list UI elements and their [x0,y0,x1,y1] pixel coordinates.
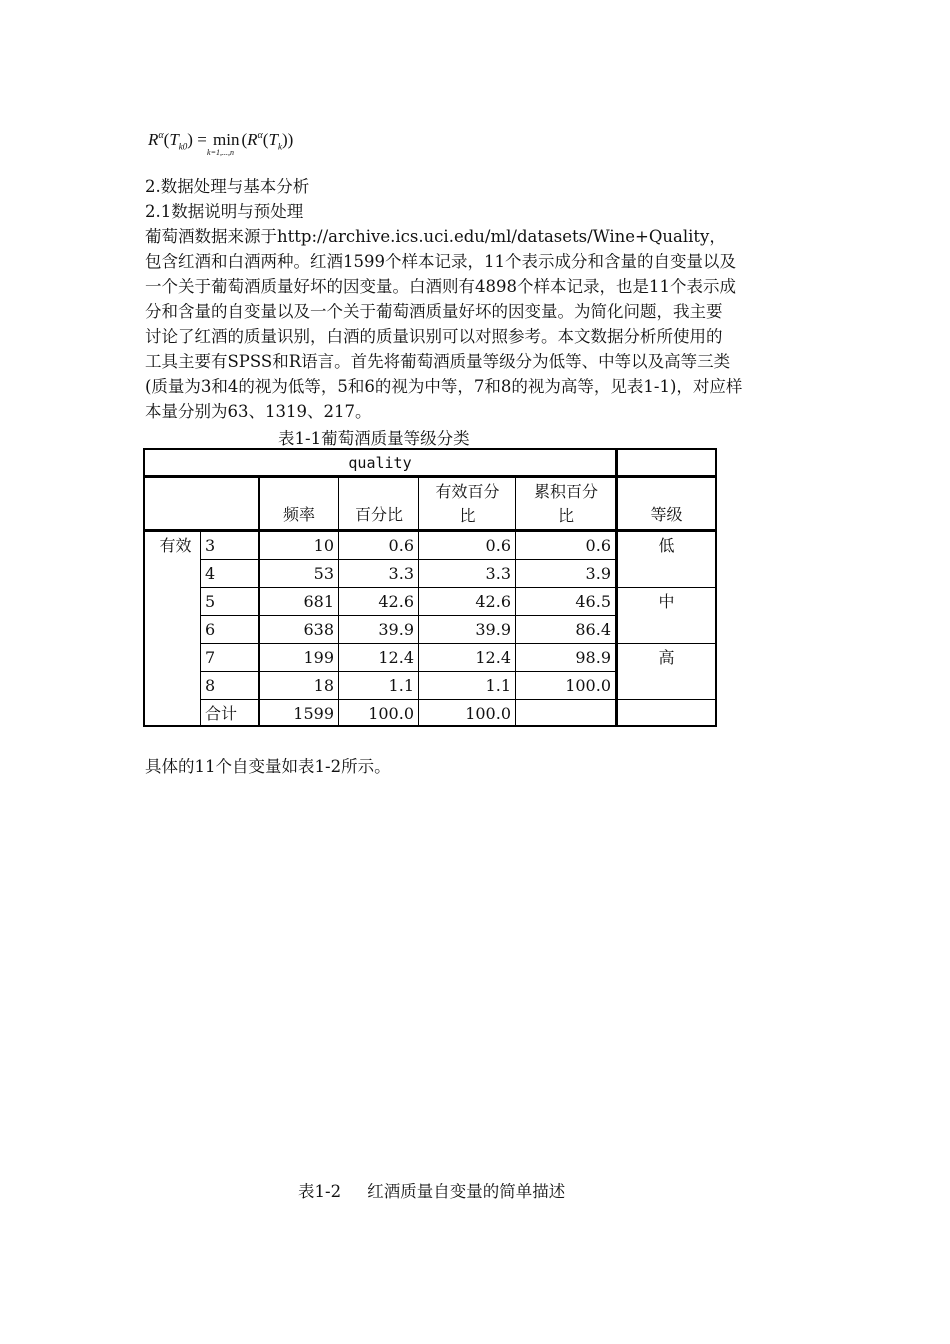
formula-rhs-sub: k [277,141,282,152]
heading-section-2-1: 2.1数据说明与预处理 [145,202,304,221]
header-frequency: 频率 [282,505,315,524]
paragraph-line: 一个关于葡萄酒质量好坏的因变量。白酒则有4898个样本记录，也是11个表示成 [145,277,736,296]
cell-percent: 42.6 [378,591,414,611]
header-valid-percent-line1: 有效百分 [435,481,500,501]
header-cumulative-percent-line2: 比 [557,505,574,525]
cell-grade: 高 [658,647,675,667]
cell-valid-percent: 39.9 [475,619,511,639]
heading-section-2: 2.数据处理与基本分析 [145,177,310,196]
quality-table [143,448,717,727]
cell-cumulative-percent: 100.0 [565,675,611,695]
formula-lhs-var: R [148,130,159,149]
cell-frequency: 10 [313,535,334,555]
cell-valid-percent: 3.3 [485,563,511,583]
cell-valid-percent: 100.0 [465,703,511,723]
cell-percent: 0.6 [388,535,414,555]
cell-frequency: 199 [303,647,334,667]
cell-percent: 100.0 [368,703,414,723]
cell-grade: 低 [658,535,675,555]
formula-lhs-sup: α [158,130,164,141]
paragraph-line: 分和含量的自变量以及一个关于葡萄酒质量好坏的因变量。为简化问题，我主要 [145,302,723,321]
paragraph-line: (质量为3和4的视为低等，5和6的视为中等，7和8的视为高等，见表1-1)，对应样 [145,377,743,396]
header-cumulative-percent [516,478,616,529]
paragraph-line: 葡萄酒数据来源于http://archive.ics.uci.edu/ml/datasets/Wine+Quality， [145,227,726,246]
header-grade: 等级 [650,505,683,524]
cell-frequency: 681 [303,591,334,611]
table-rule [617,699,717,700]
paragraph-line: 讨论了红酒的质量识别，白酒的质量识别可以对照参考。本文数据分析所使用的 [145,327,723,346]
row-label: 6 [205,619,216,639]
header-percent: 百分比 [354,505,403,524]
table-rule [143,448,145,727]
cell-percent: 12.4 [378,647,414,667]
row-label: 5 [205,591,216,611]
paragraph-line: 工具主要有SPSS和R语言。首先将葡萄酒质量等级分为低等、中等以及高等三类 [145,352,731,371]
cell-frequency: 638 [303,619,334,639]
cell-cumulative-percent [516,700,615,727]
body-paragraph [145,224,810,424]
formula: $R^\alpha(T_{k0}) = \min$ k=1,...,n $(R^\alpha(T_k))$ [148,130,294,157]
cell-cumulative-percent: 3.9 [585,563,611,583]
cell-percent: 1.1 [388,675,414,695]
formula-op-limit: k=1,...,n [207,148,234,157]
formula-lhs-sub: k0 [178,141,188,152]
group-label-valid: 有效 [159,535,192,555]
cell-frequency: 53 [313,563,334,583]
row-label: 4 [205,563,216,583]
row-label: 7 [205,647,216,667]
table2-caption: 表1-2 红酒质量自变量的简单描述 [298,1182,566,1201]
formula-min [207,130,240,157]
cell-frequency: 18 [313,675,334,695]
row-label: 3 [205,535,216,555]
table-reference-text: 具体的11个自变量如表1-2所示。 [145,757,391,776]
formula-rhs-sup: α [257,130,263,141]
table1-caption: 表1-1葡萄酒质量等级分类 [278,429,470,448]
cell-percent: 39.9 [378,619,414,639]
cell-valid-percent: 12.4 [475,647,511,667]
formula-lhs-arg: T [169,130,179,149]
cell-cumulative-percent: 86.4 [575,619,611,639]
cell-cumulative-percent: 98.9 [575,647,611,667]
header-valid-percent-line2: 比 [459,505,476,525]
cell-percent: 3.3 [388,563,414,583]
cell-cumulative-percent: 46.5 [575,591,611,611]
cell-valid-percent: 42.6 [475,591,511,611]
formula-op: min [213,130,240,149]
row-label: 合计 [205,703,238,723]
paragraph-line: 本量分别为63、1319、217。 [145,402,372,421]
header-valid-percent [419,478,516,529]
cell-cumulative-percent: 0.6 [585,535,611,555]
cell-frequency: 1599 [293,703,334,723]
formula-rhs-var: R [247,130,258,149]
header-cumulative-percent-line1: 累积百分 [533,481,598,501]
cell-valid-percent: 1.1 [485,675,511,695]
cell-grade: 中 [658,591,675,611]
row-label: 8 [205,675,216,695]
cell-valid-percent: 0.6 [485,535,511,555]
formula-rhs-arg: T [268,130,278,149]
paragraph-line: 包含红酒和白酒两种。红酒1599个样本记录，11个表示成分和含量的自变量以及 [145,252,736,271]
table-title-quality: quality [348,454,412,472]
